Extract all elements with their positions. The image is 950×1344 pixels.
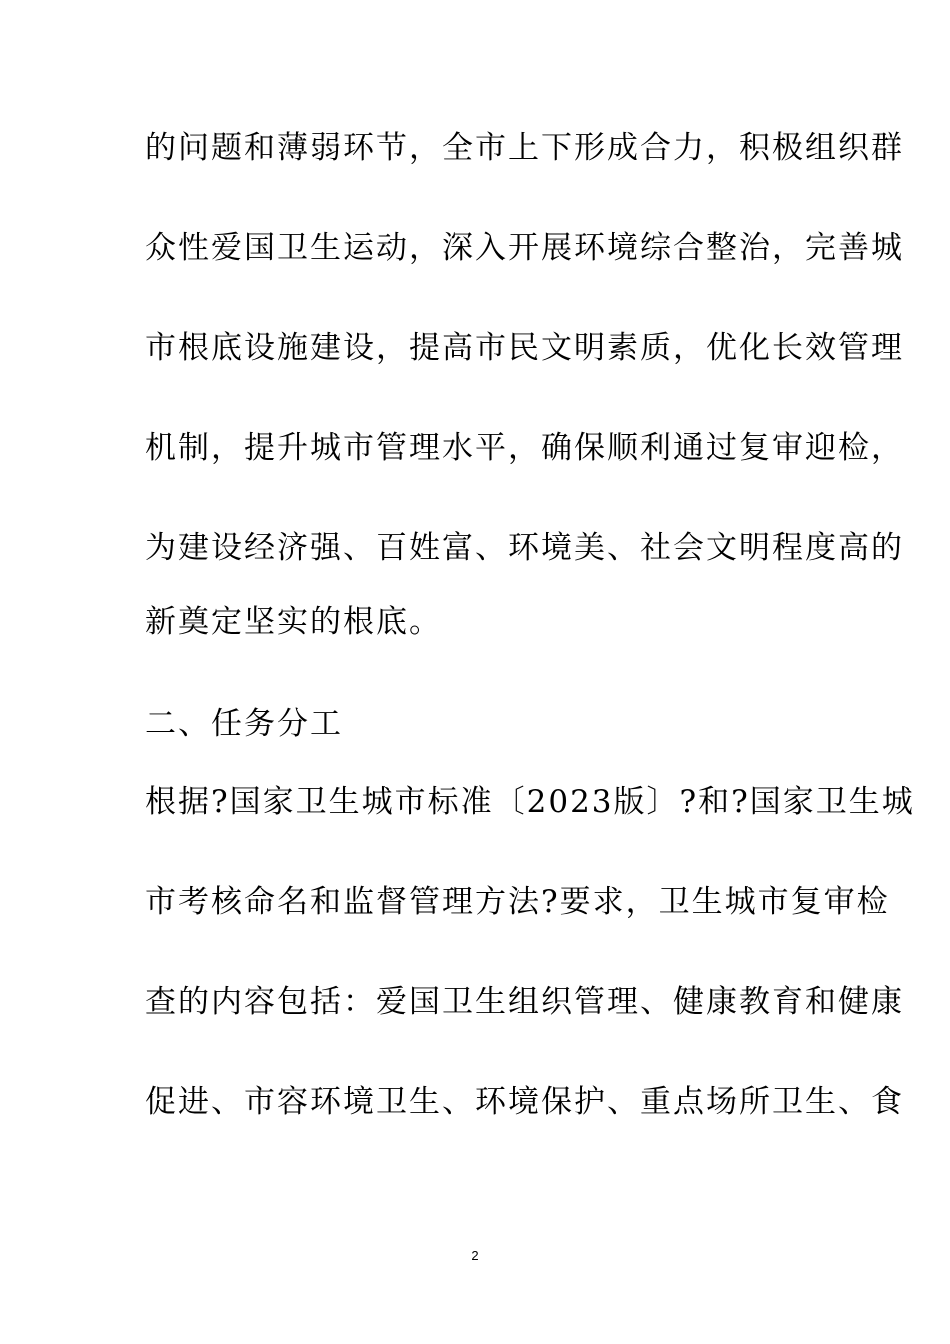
page-number: 2 xyxy=(471,1248,479,1263)
text-line: 为建设经济强、百姓富、环境美、社会文明程度高的 xyxy=(145,530,904,566)
text-line: 查的内容包括：爱国卫生组织管理、健康教育和健康 xyxy=(145,984,904,1020)
text-line: 市根底设施建设，提高市民文明素质，优化长效管理 xyxy=(145,330,904,366)
text-line: 众性爱国卫生运动，深入开展环境综合整治，完善城 xyxy=(145,230,904,266)
text-line: 促进、市容环境卫生、环境保护、重点场所卫生、食 xyxy=(145,1084,904,1120)
text-line: 市考核命名和监督管理方法?要求，卫生城市复审检 xyxy=(145,884,890,920)
text-line: 的问题和薄弱环节，全市上下形成合力，积极组织群 xyxy=(145,130,904,166)
text-line: 新奠定坚实的根底。 xyxy=(145,604,442,640)
section-heading: 二、任务分工 xyxy=(145,706,343,742)
text-line: 机制，提升城市管理水平，确保顺利通过复审迎检， xyxy=(145,430,904,466)
text-line: 根据?国家卫生城市标准〔2023版〕?和?国家卫生城 xyxy=(145,784,915,820)
